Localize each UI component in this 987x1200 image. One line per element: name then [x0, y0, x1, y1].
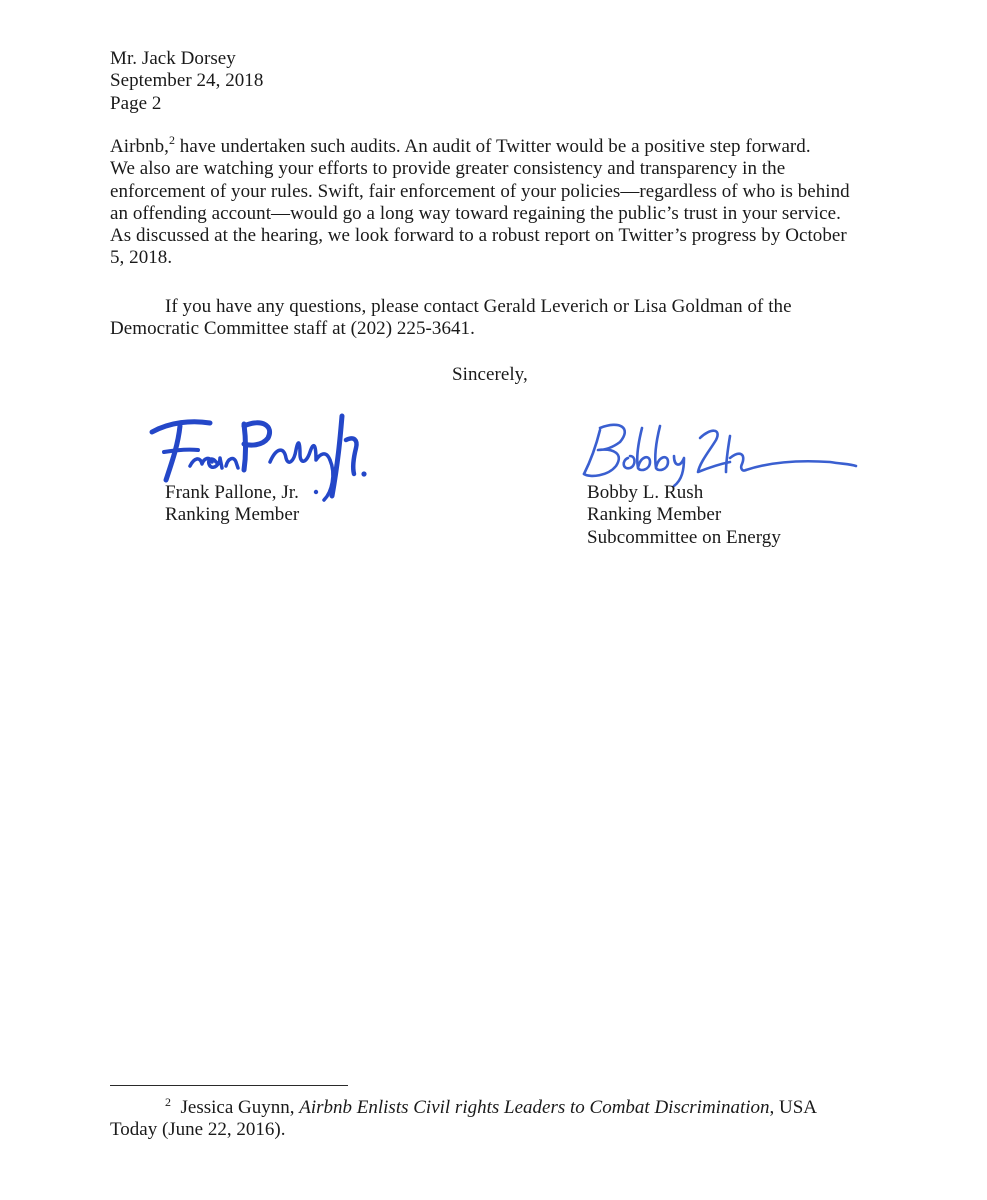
paragraph-line-text: have undertaken such audits. An audit of Twitter would be a positive step forward. [175, 136, 811, 157]
letter-header [110, 48, 263, 115]
paragraph-line: Democratic Committee staff at (202) 225-3641. [110, 318, 475, 340]
paragraph-line: enforcement of your rules. Swift, fair enforcement of your policies—regardless of who is behind [110, 180, 850, 202]
signatory-rush [587, 482, 781, 549]
signatory-name: Frank Pallone, Jr. [165, 482, 299, 503]
letter-date: September 24, 2018 [110, 70, 264, 92]
rush-signature-image [580, 418, 860, 488]
footnote-publisher: , USA [769, 1097, 818, 1118]
footnote-number: 2 [165, 1095, 171, 1109]
body-paragraph-2 [110, 296, 870, 341]
paragraph-line: If you have any questions, please contact Gerald Leverich or Lisa Goldman of the [165, 296, 792, 317]
paragraph-line: an offending account—would go a long way toward regaining the public’s trust in your service. [110, 202, 841, 224]
footnote-reference: 2 [168, 133, 175, 147]
signatory-title: Ranking Member [587, 504, 722, 526]
paragraph-line: We also are watching your efforts to provide greater consistency and transparency in the [110, 158, 786, 180]
signatory-subtitle: Subcommittee on Energy [587, 526, 781, 548]
airbnb-word: Airbnb, [110, 136, 169, 157]
signatory-title: Ranking Member [165, 504, 300, 526]
footnote-line: Today (June 22, 2016). [110, 1119, 286, 1141]
paragraph-line: As discussed at the hearing, we look forward to a robust report on Twitter’s progress by October [110, 225, 847, 247]
recipient-name: Mr. Jack Dorsey [110, 48, 236, 69]
footnote [110, 1097, 890, 1142]
body-paragraph-1 [110, 133, 870, 270]
signatory-pallone [165, 482, 299, 527]
page-number: Page 2 [110, 92, 162, 114]
footnote-divider [110, 1085, 348, 1086]
footnote-line [110, 1097, 890, 1119]
signatory-name: Bobby L. Rush [587, 482, 704, 503]
footnote-article-title: Airbnb Enlists Civil rights Leaders to Combat Discrimination [299, 1097, 770, 1118]
closing-salutation: Sincerely, [452, 364, 528, 385]
footnote-author: Jessica Guynn, [180, 1097, 300, 1118]
paragraph-line [110, 133, 870, 158]
paragraph-line: 5, 2018. [110, 247, 173, 269]
